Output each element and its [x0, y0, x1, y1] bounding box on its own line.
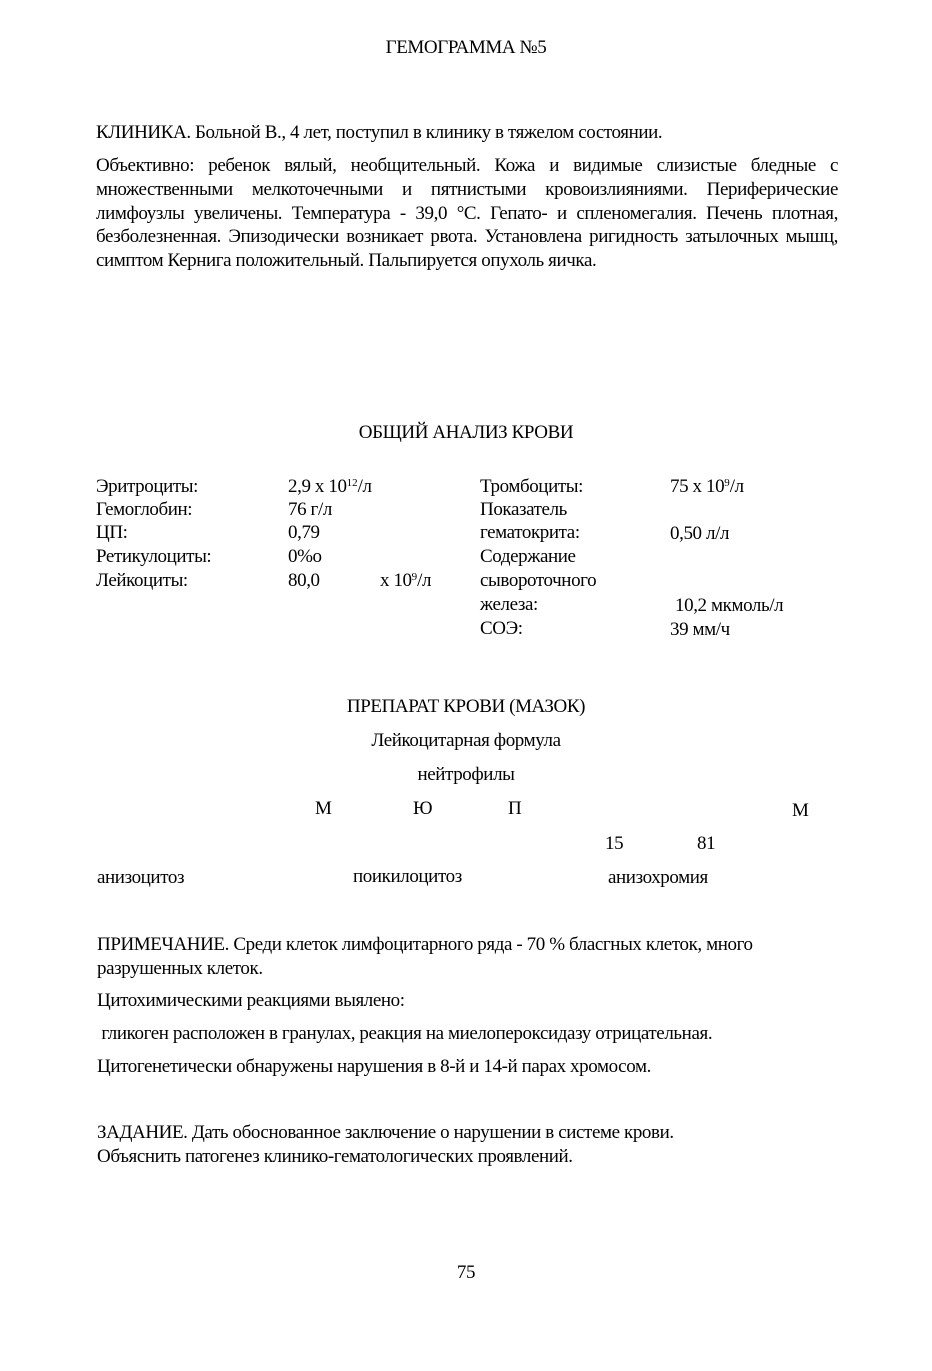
hemoglobin-label: Гемоглобин: — [96, 499, 193, 520]
glycogen-text: гликоген расположен в гранулах, реакция на миелопероксидазу отрицательная. — [97, 1023, 713, 1044]
blood-test-heading: ОБЩИЙ АНАЛИЗ КРОВИ — [358, 422, 574, 443]
clinic-objective: Объективно: ребенок вялый, необщительный. Кожа и видимые слизистые бледные с множественными мелкоточечными и пятнистыми кровоизлияниями. Периферические лимфоузлы увеличены. Температура - 39,0 °С. Гепато- и спленомегалия. Печень плотная, безболезненная. Эпизодически возникает рвота. Установлена ригидность затылочных мышц, симптом Кернига положительный. Пальпируется опухоль яичка. — [96, 155, 838, 271]
platelets-label: Тромбоциты: — [480, 476, 583, 497]
neutrophils-heading: нейтрофилы — [417, 764, 515, 785]
anisochromia: анизохромия — [608, 867, 708, 888]
reticulocytes-label: Ретикулоциты: — [96, 546, 212, 567]
page-title: ГЕМОГРАММА №5 — [385, 37, 547, 58]
cp-label: ЦП: — [96, 522, 128, 543]
iron-label-line1: Содержание — [480, 546, 576, 567]
cytogenetic-text: Цитогенетически обнаружены нарушения в 8-й и 14-й парах хромосом. — [97, 1056, 651, 1077]
anisocytosis: анизоцитоз — [97, 867, 185, 888]
esr-value: 39 мм/ч — [670, 619, 730, 640]
esr-label: СОЭ: — [480, 618, 523, 639]
iron-label-line2: сывороточного — [480, 570, 597, 591]
platelets-value: 75 х $10^9/л$ — [670, 476, 744, 497]
page-number: 75 — [456, 1262, 476, 1283]
leukocytes-label: Лейкоциты: — [96, 570, 188, 591]
task-line1: ЗАДАНИЕ. Дать обоснованное заключение о нарушении в системе крови. — [97, 1122, 674, 1143]
col-myelocytes: М — [315, 798, 332, 819]
hematocrit-label-line2: гематокрита: — [480, 522, 580, 543]
hematocrit-value: 0,50 л/л — [670, 523, 730, 544]
erythrocytes-value: 2,9 х $10^{12}/л$ — [288, 476, 372, 497]
poikilocytosis: поикилоцитоз — [353, 866, 462, 887]
leukocytes-value: 80,0 — [288, 570, 320, 591]
leukocytes-unit: х $10^9/л$ — [380, 570, 432, 591]
note-text: ПРИМЕЧАНИЕ. Среди клеток лимфоцитарного ряда - 70 % бласгных клеток, много разрушенных клеток. — [97, 934, 753, 979]
leukocyte-formula-heading: Лейкоцитарная формула — [371, 730, 561, 751]
iron-value: 10,2 мкмоль/л — [675, 595, 784, 616]
task-line2: Объяснить патогенез клинико-гематологических проявлений. — [97, 1146, 573, 1167]
value-81: 81 — [697, 833, 716, 854]
erythrocytes-label: Эритроциты: — [96, 476, 199, 497]
hemoglobin-value: 76 г/л — [288, 499, 332, 520]
cp-value: 0,79 — [288, 522, 320, 543]
col-band: П — [508, 798, 522, 819]
col-monocytes: М — [792, 800, 809, 821]
clinic-heading: КЛИНИКА. Больной В., 4 лет, поступил в клинику в тяжелом состоянии. — [96, 122, 663, 143]
hematocrit-label-line1: Показатель — [480, 499, 567, 520]
smear-heading: ПРЕПАРАТ КРОВИ (МАЗОК) — [346, 696, 586, 717]
reticulocytes-value: 0%о — [288, 546, 322, 567]
cytochem-text: Цитохимическими реакциями выялено: — [97, 990, 405, 1011]
value-15: 15 — [605, 833, 624, 854]
col-juvenile: Ю — [413, 798, 433, 819]
iron-label-line3: железа: — [480, 594, 538, 615]
